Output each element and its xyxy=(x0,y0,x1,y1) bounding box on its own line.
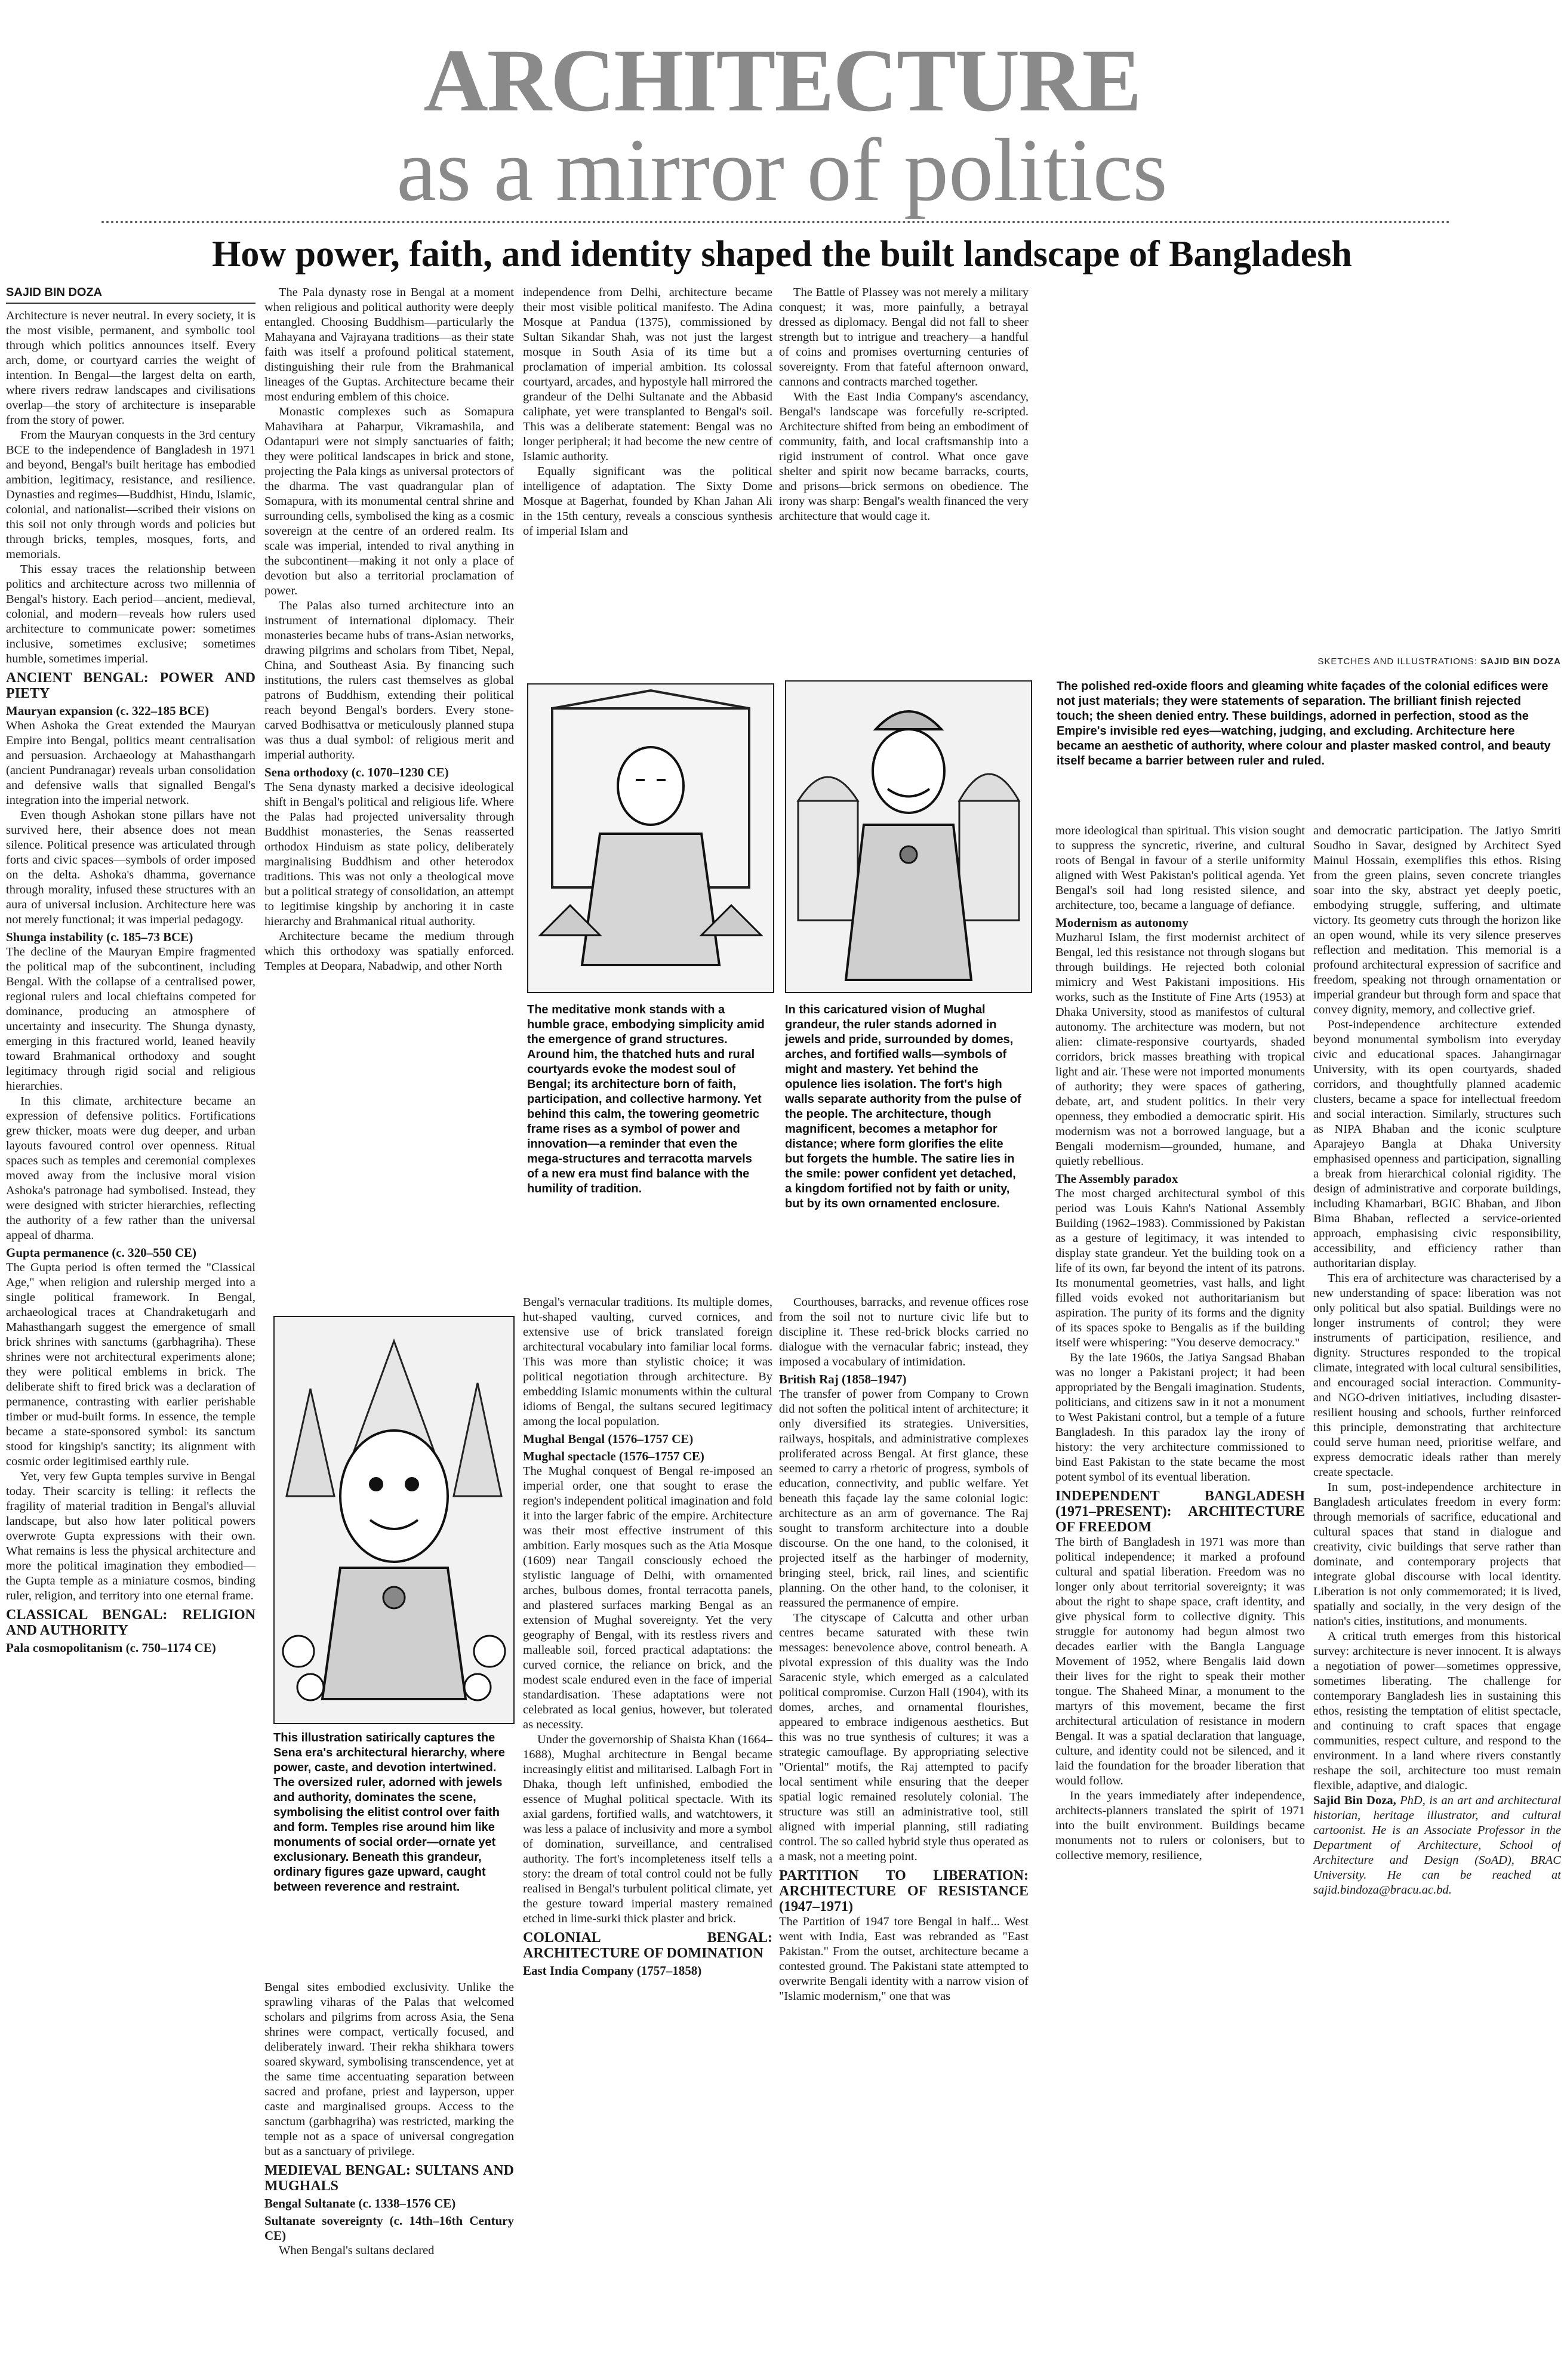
paragraph: The transfer of power from Company to Crown did not soften the political intent of architecture; it only diversified its strategies. Universities, railways, hospitals, and administrative complexes proliferated across Bengal. At first glance, these seemed to carry a rhetoric of progress, symbols of education, connectivity, and public welfare. Yet beneath this façade lay the same colonial logic: architecture as an arm of governance. The Raj sought to transform architecture into a double discourse. On the one hand, to the colonised, it projected itself as the harbinger of modernity, bringing steel, brick, rail lines, and scientific planning. On the other hand, to the coloniser, it reassured the permanence of empire. xyxy=(779,1388,1029,1610)
column-6 xyxy=(1313,824,1561,2374)
monk-drawing xyxy=(528,685,773,992)
section-heading: INDEPENDENT BANGLADESH (1971–PRESENT): ARCHITECTURE OF FREEDOM xyxy=(1055,1488,1305,1535)
paragraph: In sum, post-independence architecture in Bangladesh articulates freedom in every form: through memorials of sacrifice, educational and cultural spaces that stand in dialogue and creativity, civic buildings that serve rather than dominate, and contemporary projects that integrate global discourse with local identity. Liberation is not only commemorated; it is lived, spatially and socially, in the very design of the nation's cities, institutions, and monuments. xyxy=(1313,1481,1561,1628)
subheading: Pala cosmopolitanism (c. 750–1174 CE) xyxy=(6,1641,216,1655)
headline-line-1: ARCHITECTURE xyxy=(423,31,1141,130)
paragraph: The most charged architectural symbol of this period was Louis Kahn's National Assembly Building (1962–1983). Commissioned by Pakistan as a gesture of legitimacy, it was intended to display state grandeur. Yet the building took on a life of its own, far beyond the intent of its patrons. Its monumental geometries, vast halls, and light filled voids evoked not authoritarianism but aspiration. The purity of its forms and the dignity of its spaces spoke to Bengalis as if the building itself were whispering: "You deserve democracy." xyxy=(1055,1187,1305,1349)
paragraph: By the late 1960s, the Jatiya Sangsad Bhaban was no longer a Pakistani project; it had been appropriated by the Bengali imagination. Students, politicians, and citizens saw in it not a monument to West Pakistani control, but a temple of a future Bangladesh. In this paradox lay the irony of history: the very architecture commissioned to bind East Pakistan to the state became the most potent symbol of its eventual liberation. xyxy=(1055,1351,1305,1484)
subheading: Shunga instability (c. 185–73 BCE) xyxy=(6,930,193,944)
subheading: Mughal spectacle (1576–1757 CE) xyxy=(523,1449,704,1463)
paragraph: Post-independence architecture extended beyond monumental symbolism into everyday civic and educational spaces. Jahangirnagar University, with its open courtyards, shaded corridors, and thoughtfully planned academic clusters, became a space for intellectual freedom and social interaction. Similarly, structures such as NIPA Bhaban and the iconic sculpture Aparajeyo Bangla at Dhaka University emphasised openness and participation, signalling a break from hierarchical colonial rigidity. The design of administrative and corporate buildings, including Khamarbari, BGIC Bhaban, and Jibon Bima Bhaban, reflected a service-oriented approach, emphasising civic responsibility, accessibility, and efficiency rather than authoritarian display. xyxy=(1313,1018,1561,1270)
monk-illustration xyxy=(527,683,774,993)
paragraph: Architecture is never neutral. In every society, it is the most visible, permanent, and symbolic tool through which politics announces itself. Every arch, dome, or courtyard carries the weight of intention. In Bengal—the largest delta on earth, where rivers redraw landscapes and civilisations overlap—the story of architecture is inseparable from the story of power. xyxy=(6,309,255,427)
paragraph: In this climate, architecture became an expression of defensive politics. Fortifications grew thicker, moats were dug deeper, and urban layouts favoured control over openness. Ritual spaces such as temples and ceremonial complexes moved away from the inclusive moral vision Ashoka's patronage had symbolised. Instead, they were designed with stricter hierarchies, reflecting the authority of a few rather than the universal appeal of dharma. xyxy=(6,1095,255,1242)
subheading: East India Company (1757–1858) xyxy=(523,1963,702,1978)
paragraph: The Pala dynasty rose in Bengal at a moment when religious and political authority were deeply entangled. Choosing Buddhism—particularly the Mahayana and Vajrayana traditions—as their state faith was itself a profound political statement, distinguishing their rule from the Brahmanical lineages of the Guptas. Architecture became their most enduring emblem of this choice. xyxy=(264,286,514,403)
paragraph: This essay traces the relationship between politics and architecture across two millennia of Bengal's history. Each period—ancient, medieval, colonial, and modern—reveals how rulers used architecture to communicate power: sometimes inclusive, sometimes exclusive; sometimes humble, sometimes imperial. xyxy=(6,563,255,665)
column-4-bottom xyxy=(779,1295,1029,2374)
paragraph: When Bengal's sultans declared xyxy=(279,2244,435,2257)
column-2-top xyxy=(264,285,514,1294)
section-heading: CLASSICAL BENGAL: RELIGION AND AUTHORITY xyxy=(6,1607,255,1638)
mughal-ruler-drawing xyxy=(786,682,1031,992)
paragraph: The Partition of 1947 tore Bengal in half... West went with India, East was rebranded as "East Pakistan." From the outset, architecture became a contested ground. The Pakistani state attempted to overwrite Bengali identity with a narrow vision of "Islamic modernism," one that was xyxy=(779,1915,1029,2003)
author-name: Sajid Bin Doza, xyxy=(1313,1794,1396,1807)
paragraph: The birth of Bangladesh in 1971 was more than political independence; it marked a profound cultural and spatial liberation. Freedom was no longer only about territorial sovereignty; it was about the right to shape space, craft identity, and give physical form to collective dignity. This struggle for autonomy had begun almost two decades earlier with the Bangla Language Movement of 1952, where Bengalis laid down their lives for the right to speak their mother tongue. The Shaheed Minar, a monument to the martyrs of this movement, became the first architectural articulation of resistance in modern Bengal. It was a spatial declaration that language, culture, and identity could not be silenced, and it laid the foundation for the broader liberation that would follow. xyxy=(1055,1536,1305,1787)
column-2-bottom xyxy=(264,1980,514,2374)
paragraph: The decline of the Mauryan Empire fragmented the political map of the subcontinent, including Bengal. With the collapse of a centralised power, regional rulers and local chieftains competed for dominance, producing an atmosphere of uncertainty and insecurity. The Shunga dynasty, emerging in this fractured world, leaned heavily toward Brahmanical orthodoxy and sought legitimacy through rigid social and religious hierarchies. xyxy=(6,945,255,1093)
paragraph: Monastic complexes such as Somapura Mahavihara at Paharpur, Vikramashila, and Odantapuri were not simply sanctuaries of faith; they were political landscapes in brick and stone, projecting the Pala kings as universal protectors of the dharma. The vast quadrangular plan of Somapura, with its monumental central shrine and surrounding cells, symbolised the king as a cosmic sovereign at the centre of an ordered realm. Its scale was imperial, intended to rival anything in the subcontinent—making it not only a place of devotion but also a territorial proclamation of power. xyxy=(264,405,514,597)
colonial-caption: The polished red-oxide floors and gleaming white façades of the colonial edifices were not just materials; they were statements of separation. The brilliant finish rejected touch; the sheen denied entry. These buildings, adorned in perfection, stood as the Empire's invisible red eyes—watching, judging, and excluding. Architecture here became an aesthetic of authority, where colour and plaster masked control, and beauty itself became a barrier between ruler and ruled. xyxy=(1057,680,1551,767)
paragraph: Yet, very few Gupta temples survive in Bengal today. Their scarcity is telling: it reflects the fragility of material tradition in Bengal's alluvial landscape, but also how later political powers overwrote Gupta expressions with their own. What remains is less the physical architecture and more the political imagination they embodied—the Gupta temple as a miniature cosmos, binding ruler, religion, and territory into one eternal frame. xyxy=(6,1470,255,1602)
column-5 xyxy=(1055,824,1305,2374)
paragraph: Architecture became the medium through which this orthodoxy was spatially enforced. Temples at Deopara, Nabadwip, and other North xyxy=(264,930,514,973)
paragraph: In the years immediately after independence, architects-planners translated the spirit of 1971 into the built environment. Buildings became monuments not to rulers or colonisers, but to collective memory, resilience, xyxy=(1055,1789,1305,1862)
paragraph: The Battle of Plassey was not merely a military conquest; it was, more painfully, a betrayal dressed as diplomacy. Bengal did not fall to sheer strength but to intrigue and treachery—a handful of coins and promises overturning centuries of sovereignty. From that fateful afternoon onward, cannons and contracts marched together. xyxy=(779,286,1029,389)
paragraph: When Ashoka the Great extended the Mauryan Empire into Bengal, politics meant centralisation and persuasion. Archaeology at Mahasthangarh (ancient Pundranagar) reveals urban consolidation and defensive walls that signalled Bengal's integration into the imperial network. xyxy=(6,719,255,807)
column-1 xyxy=(6,285,255,2374)
monk-illustration-caption: The meditative monk stands with a humble grace, embodying simplicity amid the emergence of grand structures. Around him, the thatched huts and rural courtyards evoke the modest soul of Bengal; its architecture born of faith, participation, and collective harmony. Yet behind this calm, the towering geometric frame rises as a symbol of power and innovation—a reminder that even the mega-structures and terracotta marvels of a new era must find balance with the humility of tradition. xyxy=(527,1003,765,1195)
paragraph: The Palas also turned architecture into an instrument of international diplomacy. Their monasteries became hubs of trans-Asian networks, drawing pilgrims and scholars from Tibet, Nepal, China, and Southeast Asia. By financing such institutions, the rulers cast themselves as global patrons of Buddhism, extending their political reach beyond Bengal's borders. Every stone-carved Bodhisattva or meticulously planned stupa was thus a dual symbol: of religious merit and imperial authority. xyxy=(264,599,514,762)
paragraph: With the East India Company's ascendancy, Bengal's landscape was forcefully re-scripted. Architecture shifted from being an embodiment of community, faith, and local craftsmanship into a rigid instrument of control. What once gave shelter and spirit now became barracks, courts, and prisons—brick sermons on obedience. The irony was sharp: Bengal's wealth financed the very architecture that would cage it. xyxy=(779,390,1029,523)
section-heading: MEDIEVAL BENGAL: SULTANS AND MUGHALS xyxy=(264,2163,514,2194)
subheading: Sena orthodoxy (c. 1070–1230 CE) xyxy=(264,765,449,779)
paragraph: independence from Delhi, architecture became their most visible political manifesto. The Adina Mosque at Pandua (1375), commissioned by Sultan Sikandar Shah, was not just the largest mosque in South Asia of its time but a proclamation of imperial ambition. Its colossal courtyard, arcades, and hypostyle hall mirrored the grandeur of the Delhi Sultanate and the Abbasid caliphate, yet were transplanted to Bengal's soil. This was a deliberate statement: Bengal was no longer peripheral; it had become the new centre of Islamic authority. xyxy=(523,286,772,463)
subheading: Sultanate sovereignty (c. 14th–16th Century CE) xyxy=(264,2213,514,2243)
column-3-bottom xyxy=(523,1295,772,2374)
subheading: Mauryan expansion (c. 322–185 BCE) xyxy=(6,704,210,718)
paragraph: Courthouses, barracks, and revenue offices rose from the soil not to nurture civic life but to discipline it. These red-brick blocks carried no dialogue with the vernacular fabric; instead, they imposed a vocabulary of intimidation. xyxy=(779,1296,1029,1368)
credit-label: SKETCHES AND ILLUSTRATIONS: xyxy=(1317,656,1477,667)
subheading: Bengal Sultanate (c. 1338–1576 CE) xyxy=(264,2196,456,2211)
column-4-top xyxy=(779,285,1029,697)
author-bio xyxy=(1313,1793,1561,1898)
subheading: The Assembly paradox xyxy=(1055,1171,1178,1186)
sena-ruler-drawing xyxy=(275,1317,513,1723)
paragraph: more ideological than spiritual. This vision sought to suppress the syncretic, riverine, and cultural roots of Bengal in favour of a sterile uniformity aligned with West Pakistan's political agenda. Yet Bengal's soil had long resisted silence, and architecture, too, became a language of defiance. xyxy=(1055,824,1305,912)
sena-illustration-caption: This illustration satirically captures the Sena era's architectural hierarchy, where power, caste, and devotion intertwined. The oversized ruler, adorned with jewels and authority, dominates the scene, symbolising the elitist control over faith and form. Temples rise around him like monuments of social order—ornate yet exclusionary. Beneath this grandeur, ordinary figures gaze upward, caught between reverence and restraint. xyxy=(273,1731,505,1894)
column-3-top xyxy=(523,285,772,697)
paragraph: This era of architecture was characterised by a new understanding of space: liberation was not only political but also spatial. Buildings were no longer instruments of control; they were instruments of participation, resilience, and dignity. Structures responded to the tropical climate, integrated with local cultural sensibilities, and encouraged social interaction. Community- and NGO-driven initiatives, including disaster-resilient housing and schools, further reinforced this principle, demonstrating that architecture could serve human need, prioritise welfare, and express democratic ideals rather than merely create spectacle. xyxy=(1313,1272,1561,1479)
paragraph: The Mughal conquest of Bengal re-imposed an imperial order, one that sought to erase the region's independent political imagination and fold it into the larger fabric of the empire. Architecture was their most effective instrument of this ambition. Early mosques such as the Atia Mosque (1609) near Tangail consciously echoed the stylistic language of Delhi, with ornamented arches, bulbous domes, frontal terracotta panels, and plastered surfaces marking Bengal as an extension of Mughal sovereignty. Yet the very geography of Bengal, with its restless rivers and malleable soil, forced practical adaptations: the curved cornice, the reliance on brick, and the modest scale endured even in the face of imperial standardisation. These adaptations were not celebrated as local genius, however, but tolerated as necessity. xyxy=(523,1465,772,1731)
headline-line-2: as a mirror of politics xyxy=(396,121,1168,220)
subheading: Gupta permanence (c. 320–550 CE) xyxy=(6,1246,197,1260)
paragraph: A critical truth emerges from this historical survey: architecture is never innocent. It is always a negotiation of power—sometimes oppressive, sometimes liberating. The challenge for contemporary Bangladesh lies in sustaining this ethos, resisting the temptation of elitist spectacle, and continuing to craft spaces that engage communities, respect culture, and respond to the environment. In a land where rivers constantly reshape the soil, architecture too must remain flexible, adaptive, and dialogic. xyxy=(1313,1630,1561,1792)
paragraph: Even though Ashokan stone pillars have not survived here, their absence does not mean silence. Political presence was articulated through forts and civic spaces—symbols of order imposed on the delta. Ashoka's dhamma, governance through morality, infused these structures with an aura of universal inclusion. Architecture here was not merely functional; it was imperial pedagogy. xyxy=(6,809,255,926)
section-heading: COLONIAL BENGAL: ARCHITECTURE OF DOMINATION xyxy=(523,1930,772,1961)
headline-divider xyxy=(101,221,1451,223)
paragraph: Muzharul Islam, the first modernist architect of Bengal, led this resistance not through slogans but through buildings. He rejected both colonial mimicry and West Pakistani impositions. His works, such as the Institute of Fine Arts (1953) at Dhaka University, stood as manifestos of cultural autonomy. The architecture was modern, but not alien: climate-responsive courtyards, shaded corridors, brick masses breathing with tropical light and air. These were not imported monuments of authority; they were spaces of gathering, debate, art, and student politics. In their very openness, they embodied a democratic spirit. His modernism was not a borrowed language, but a Bengali modernism—grounded, humane, and quietly rebellious. xyxy=(1055,931,1305,1168)
subheading: British Raj (1858–1947) xyxy=(779,1372,907,1386)
paragraph: Bengal's vernacular traditions. Its multiple domes, hut-shaped vaulting, curved cornices, and extensive use of brick translated foreign architectural vocabulary into familiar local forms. This was more than stylistic choice; it was political negotiation through architecture. By embedding Islamic monuments within the cultural idioms of Bengal, the sultans secured legitimacy among the local population. xyxy=(523,1296,772,1428)
paragraph: Equally significant was the political intelligence of adaptation. The Sixty Dome Mosque at Bagerhat, founded by Khan Jahan Ali in the 15th century, reveals a conscious synthesis of imperial Islam and xyxy=(523,465,772,538)
illustration-credit xyxy=(1051,656,1561,667)
paragraph: The Gupta period is often termed the "Classical Age," when religion and rulership merged into a single political framework. In Bengal, archaeological traces at Chandraketugarh and Mahasthangarh suggest the emergence of small brick shrines with sanctums (garbhagriha). These shrines were not architectural experiments alone; they were political emblems in brick. The deliberate shift to fired brick was a declaration of permanence, contrasting with earlier perishable timber or mud-built forms. In essence, the temple became a state-sponsored symbol: its sanctum stood for kingship's sanctity; its alignment with cosmic order legitimised earthly rule. xyxy=(6,1261,255,1468)
ruler-illustration-caption: In this caricatured vision of Mughal grandeur, the ruler stands adorned in jewels and pride, surrounded by domes, arches, and fortified walls—symbols of might and mastery. Yet behind the opulence lies isolation. The fort's high walls separate authority from the pulse of the people. The architecture, though magnificent, becomes a metaphor for distance; where form glorifies the elite but forgets the humble. The satire lies in the smile: power confident yet detached, a kingdom fortified not by faith or unity, but by its own ornamented enclosure. xyxy=(785,1003,1021,1210)
paragraph: Bengal sites embodied exclusivity. Unlike the sprawling viharas of the Palas that welcomed scholars and pilgrims from across Asia, the Sena shrines were compact, vertically focused, and deliberately inward. Their rekha shikhara towers soared skyward, symbolising transcendence, yet at the same time accentuating separation between sacred and profane, priest and layperson, upper caste and marginalised groups. Access to the sanctum (garbhagriha) was restricted, marking the temple not as a space of universal congregation but as a sanctuary of privilege. xyxy=(264,1981,514,2158)
paragraph: From the Mauryan conquests in the 3rd century BCE to the independence of Bangladesh in 1971 and beyond, Bengal's built heritage has embodied ambition, legitimacy, resistance, and resilience. Dynasties and regimes—Buddhist, Hindu, Islamic, colonial, and nationalist—scribed their visions on this soil not only through words and policies but through bricks, temples, mosques, forts, and memorials. xyxy=(6,428,255,561)
sena-ruler-illustration xyxy=(273,1316,515,1724)
paragraph: and democratic participation. The Jatiyo Smriti Soudho in Savar, designed by Architect Syed Mainul Hossain, exemplifies this ethos. Rising from the green plains, seven concrete triangles soar into the sky, abstract yet deeply poetic, embodying struggle, suffering, and ultimate victory. Its geometry cuts through the horizon like an open wound, while its very silence preserves reflection and meditation. This memorial is a profound architectural expression of sacrifice and freedom, speaking not through ornamentation or imperial grandeur but through form and space that convey dignity, memory, and collective grief. xyxy=(1313,824,1561,1016)
section-heading: PARTITION TO LIBERATION: ARCHITECTURE OF RESISTANCE (1947–1971) xyxy=(779,1868,1029,1915)
mughal-ruler-illustration xyxy=(785,680,1032,993)
byline: SAJID BIN DOZA xyxy=(6,285,255,304)
paragraph: The Sena dynasty marked a decisive ideological shift in Bengal's political and religious life. Where the Palas had projected universality through Buddhist monasteries, the Senas reasserted orthodox Hinduism as state policy, deliberately marginalising Buddhism and other heterodox traditions. This was not only a theological move but a political strategy of consolidation, an attempt to legitimise kingship by anchoring it in caste hierarchy and Brahmanical ritual authority. xyxy=(264,781,514,928)
subheading: Mughal Bengal (1576–1757 CE) xyxy=(523,1432,694,1446)
credit-name: SAJID BIN DOZA xyxy=(1480,656,1561,667)
section-heading: ANCIENT BENGAL: POWER AND PIETY xyxy=(6,670,255,701)
author-bio-text: PhD, is an art and architectural historian, heritage illustrator, and cultural cartoonist. He is an Associate Professor in the Department of Architecture, School of Architecture and Design (SoAD), BRAC University. He can be reached at sajid.bindoza@bracu.ac.bd. xyxy=(1313,1794,1561,1897)
deck-subtitle: How power, faith, and identity shaped the built landscape of Bangladesh xyxy=(212,234,1352,275)
paragraph: The cityscape of Calcutta and other urban centres became saturated with these twin messages: benevolence above, control beneath. A pivotal expression of this duality was the Indo Saracenic style, which emerged as a calculated political compromise. Curzon Hall (1904), with its domes, arches, and ornamental flourishes, appeared to embrace indigenous aesthetics. But this was no true synthesis of cultures; it was a strategic camouflage. By appropriating selective "Oriental" motifs, the Raj attempted to pacify local sentiment while ensuring that the deeper spatial logic remained resolutely colonial. The structure was still an administrative tool, still aligned with imperial planning, still radiating control. The so called hybrid style thus operated as a mask, not a meeting point. xyxy=(779,1611,1029,1863)
paragraph: Under the governorship of Shaista Khan (1664–1688), Mughal architecture in Bengal became increasingly elitist and militarised. Lalbagh Fort in Dhaka, though left unfinished, embodied the essence of Mughal political spectacle. With its axial gardens, fortified walls, and watchtowers, it was less a palace of inclusivity and more a symbol of domination, surveillance, and centralised authority. The fort's incompleteness itself tells a story: the dream of total control could not be fully realised in Bengal's turbulent political climate, yet the gesture toward imperial mastery remained etched in lime-surki thick plaster and brick. xyxy=(523,1733,772,1925)
subheading: Modernism as autonomy xyxy=(1055,915,1189,930)
